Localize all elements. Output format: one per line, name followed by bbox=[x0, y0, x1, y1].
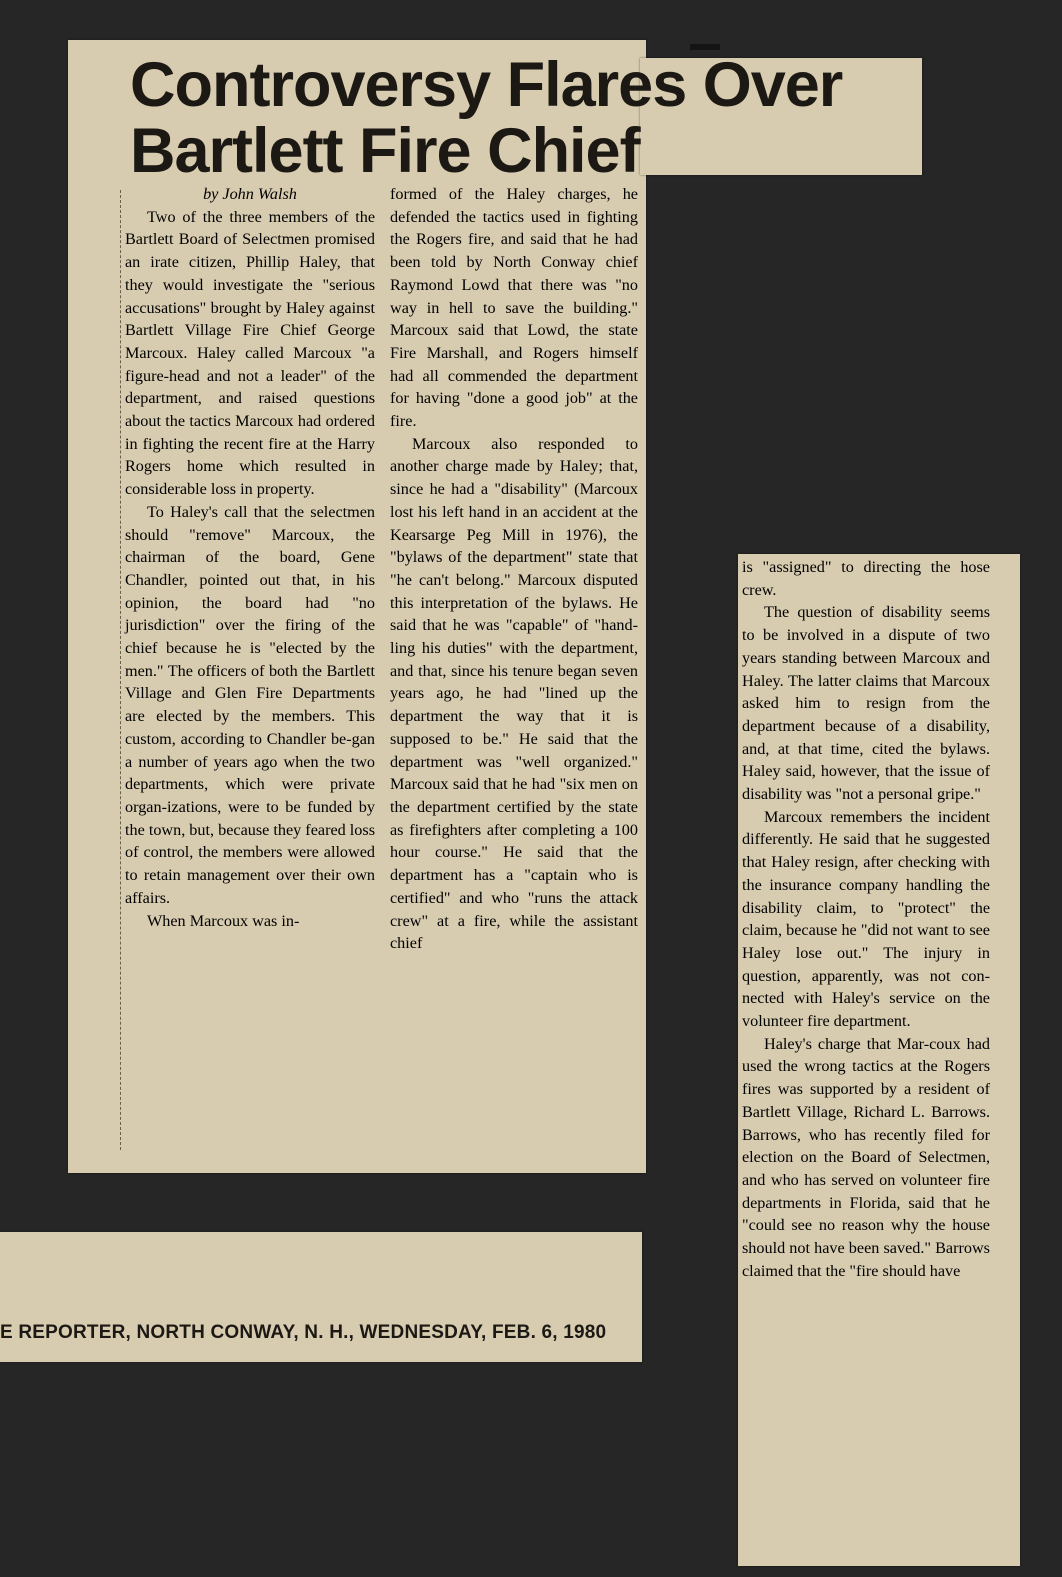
paragraph: Marcoux remembers the incident differently. He said that he suggested that Haley resign, after checking with the insurance company handling the disability claim, to "protect" the claim, because he "did not want to see Haley lose out." The injury in question, apparently, was not con-nected with Haley's service on the volunteer fire department. bbox=[742, 807, 990, 1031]
headline bbox=[130, 52, 842, 184]
paragraph: The question of disability seems to be involved in a dispute of two years standing between Marcoux and Haley. The latter claims that Marcoux asked him to resign from the department because of a disability, and, at that time, cited the bylaws. Haley said, however, that the issue of disability was "not a personal gripe." bbox=[742, 603, 990, 804]
article-column-3 bbox=[742, 556, 990, 1283]
byline: by John Walsh bbox=[203, 185, 297, 203]
paragraph: To Haley's call that the selectmen should "remove" Marcoux, the chairman of the board, Gene Chandler, pointed out that, in his opinion, the board had "no jurisdiction" over the firing of the chief because he is "elected by the men." The officers of both the Bartlett Village and Glen Fire Departments are elected by the members. This custom, according to Chandler be-gan a number of years ago when the two departments, which were private organ-izations, were to be funded by the town, but, because they feared loss of control, the members were allowed to retain management over their own affairs. bbox=[125, 502, 375, 907]
article-column-1 bbox=[125, 183, 375, 932]
paragraph: Two of the three members of the Bartlett Board of Selectmen promised an irate citizen, Phillip Haley, that they would investigate the "serious accusations" brought by Haley against Bartlett Village Fire Chief George Marcoux. Haley called Marcoux "a figure-head and not a leader" of the department, and raised questions about the tactics Marcoux had ordered in fighting the recent fire at the Harry Rogers home which resulted in considerable loss in property. bbox=[125, 207, 375, 499]
paragraph: is "assigned" to directing the hose crew. bbox=[742, 558, 990, 599]
newspaper-masthead-dateline: E REPORTER, NORTH CONWAY, N. H., WEDNESDAY, FEB. 6, 1980 bbox=[0, 1322, 607, 1343]
headline-line-2: Bartlett Fire Chief bbox=[130, 116, 640, 186]
article-column-2 bbox=[390, 183, 638, 955]
headline-line-1: Controversy Flares Over bbox=[130, 50, 843, 120]
paragraph: Marcoux also responded to another charge made by Haley; that, since he had a "disability" (Marcoux lost his left hand in an accident at the Kearsarge Peg Mill in 1976), the "bylaws of the department" state that "he can't belong." Marcoux disputed this interpretation of the bylaws. He said that he was "capable" of "hand-ling his duties" with the department, and that, since his tenure began seven years ago, he had "lined up the department the way that it is supposed to be." He said that the department was "well organized." Marcoux said that he had "six men on the department certified by the state as firefighters after completing a 100 hour course." He said that the department has a "captain who is certified" and who "runs the attack crew" at a fire, while the assistant chief bbox=[390, 434, 638, 953]
paragraph: When Marcoux was in- bbox=[147, 911, 300, 930]
paragraph: Haley's charge that Mar-coux had used the wrong tactics at the Rogers fires was supported by a resident of Bartlett Village, Richard L. Barrows. Barrows, who has recently filed for election on the Board of Selectmen, and who has served on volunteer fire departments in Florida, said that he "could see no reason why the house should not have been saved." Barrows claimed that the "fire should have bbox=[742, 1034, 990, 1280]
paragraph: formed of the Haley charges, he defended the tactics used in fighting the Rogers fire, and said that he had been told by North Conway chief Raymond Lowd that there was "no way in hell to save the building." Marcoux said that Lowd, the state Fire Marshall, and Rogers himself had all commended the department for having "done a good job" at the fire. bbox=[390, 185, 638, 431]
column-edge-rule bbox=[120, 190, 122, 1150]
